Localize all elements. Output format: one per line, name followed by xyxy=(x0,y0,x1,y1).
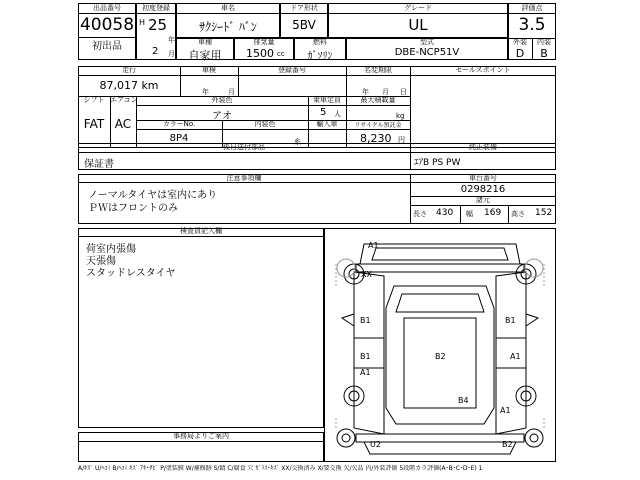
first-reg-label: 初度登録 xyxy=(142,4,170,12)
aftermarket: 保証書 xyxy=(84,159,114,170)
damage-left-lower-1: B1 xyxy=(360,352,371,361)
ext-score: D xyxy=(515,47,525,60)
aftermarket-label: 後日送付部品 xyxy=(223,143,265,151)
inspection-label: 車検 xyxy=(202,66,216,74)
mileage-label: 走行 xyxy=(122,66,136,74)
use-label: 車種 xyxy=(198,38,212,46)
era: H xyxy=(139,18,146,27)
inspection-month: 月 xyxy=(228,88,235,96)
score: 3.5 xyxy=(518,15,546,35)
use: 自家用 xyxy=(188,49,222,62)
width: 169 xyxy=(484,208,502,218)
month-suffix: 月 xyxy=(168,50,175,58)
damage-bottom-left: U2 xyxy=(370,440,381,449)
office-label: 事務局よりご案内 xyxy=(173,432,229,440)
inspector-line-3: スタッドレスタイヤ xyxy=(86,268,176,279)
damage-left-lower-2: A1 xyxy=(360,368,371,377)
int-color-label: 内装色 xyxy=(254,120,276,128)
recycle-fee: 8,230 xyxy=(360,132,392,145)
damage-roof: B2 xyxy=(435,352,446,361)
color-no: 8P4 xyxy=(169,133,189,144)
car-diagram xyxy=(324,228,556,462)
ext-label: 外装 xyxy=(513,38,527,46)
inspector-line-2: 天張傷 xyxy=(86,256,116,267)
int-score: B xyxy=(540,47,548,60)
mileage: 87,017 km xyxy=(99,79,159,92)
displacement: 1500 xyxy=(246,47,274,60)
kg-unit: kg xyxy=(396,112,405,120)
shift: FAT xyxy=(83,117,105,131)
door-label: ドア形状 xyxy=(290,4,318,12)
standard-label: 純正装備 xyxy=(469,143,497,151)
damage-rear-center: B4 xyxy=(458,396,469,405)
title-month: 月 xyxy=(382,88,389,96)
capacity-unit: 人 xyxy=(334,110,341,118)
length-label: 長さ xyxy=(413,210,427,218)
inspector-line-1: 荷室内張傷 xyxy=(86,244,136,255)
chassis-no: 0298216 xyxy=(460,184,506,195)
first-reg-month: 2 xyxy=(152,46,159,57)
note-line-2: ＰＷはフロントのみ xyxy=(88,203,178,214)
chassis-label: 車台番号 xyxy=(469,174,497,182)
lot-no: 40058 xyxy=(79,15,135,35)
length: 430 xyxy=(436,208,454,218)
max-load-label: 最大積載量 xyxy=(360,96,396,104)
model-label: 型式 xyxy=(420,38,434,46)
damage-front-top: A1 xyxy=(368,241,379,250)
inspector-label: 検査員記入欄 xyxy=(180,227,222,235)
damage-right-upper: B1 xyxy=(505,316,516,325)
cc-unit: cc xyxy=(277,50,285,58)
import-label: 輸入車 xyxy=(316,120,338,128)
capacity-label: 乗車定員 xyxy=(313,96,341,104)
legend: A/ｷｽﾞ U/ﾍｺﾐ B/ﾍｺﾐ ｷｽﾞ ｱｷ･ｻﾋﾞ P/塗装膜 W/補修跡 S/錆 C/腐食 穴 ｶﾞﾗｽ･ｷｽﾞ XX/交換済み X/要交換 欠/欠品 内/外装評価 5段階カラ評価(A･B･C･D･E) 1 xyxy=(78,465,483,472)
reg-no-label: 登録番号 xyxy=(278,66,306,74)
year-suffix: 年 xyxy=(168,36,175,44)
grade-label: グレード xyxy=(404,4,432,12)
damage-rear-right: A1 xyxy=(500,406,511,415)
ac-label: エアコン xyxy=(110,96,138,104)
fuel-label: 燃料 xyxy=(313,38,327,46)
ext-color: アオ xyxy=(212,111,232,122)
shift-label: シフト xyxy=(83,96,105,104)
ka-mark: 糸 xyxy=(294,138,301,146)
title-year: 年 xyxy=(362,88,369,96)
color-no-label: カラーNo. xyxy=(162,120,196,128)
damage-left-mid: B1 xyxy=(360,316,371,325)
note-line-1: ノーマルタイヤは室内にあり xyxy=(88,190,218,201)
inspection-year: 年 xyxy=(202,88,209,96)
lot-no-label: 出品番号 xyxy=(93,4,121,12)
height-label: 高さ xyxy=(511,210,525,218)
ac: AC xyxy=(114,117,132,131)
title-day: 日 xyxy=(400,88,407,96)
displacement-label: 排気量 xyxy=(253,38,275,46)
width-label: 幅 xyxy=(466,210,473,218)
sales-point-label: セールスポイント xyxy=(455,66,511,74)
damage-right-mid: A1 xyxy=(510,352,521,361)
car-name: ｻｸｼｰﾄﾞ ﾊﾞﾝ xyxy=(199,20,257,34)
title-deadline-label: 名変期限 xyxy=(364,66,392,74)
first-reg-year: 25 xyxy=(148,16,168,34)
score-label: 評価点 xyxy=(521,4,543,12)
yen-unit: 円 xyxy=(398,136,405,144)
door: 5BV xyxy=(292,18,316,32)
recycle-label: リサイクル預託金 xyxy=(354,122,402,129)
grade: UL xyxy=(408,16,428,34)
int-label: 内装 xyxy=(537,38,551,46)
height: 152 xyxy=(535,208,553,218)
model: DBE-NCP51V xyxy=(394,47,460,58)
damage-left-front: XX xyxy=(361,270,372,279)
car-name-label: 車名 xyxy=(221,4,235,12)
standard-equipment: ｴｱB PS PW xyxy=(414,158,461,168)
ext-color-label: 外装色 xyxy=(211,96,233,104)
notes-label: 注意事項欄 xyxy=(226,174,262,182)
fuel: ｶﾞｿﾘﾝ xyxy=(307,51,333,62)
capacity: 5 xyxy=(320,107,327,118)
dims-label: 諸元 xyxy=(476,196,490,204)
first-listing: 初出品 xyxy=(92,41,122,52)
damage-bottom-right: B2 xyxy=(502,440,513,449)
